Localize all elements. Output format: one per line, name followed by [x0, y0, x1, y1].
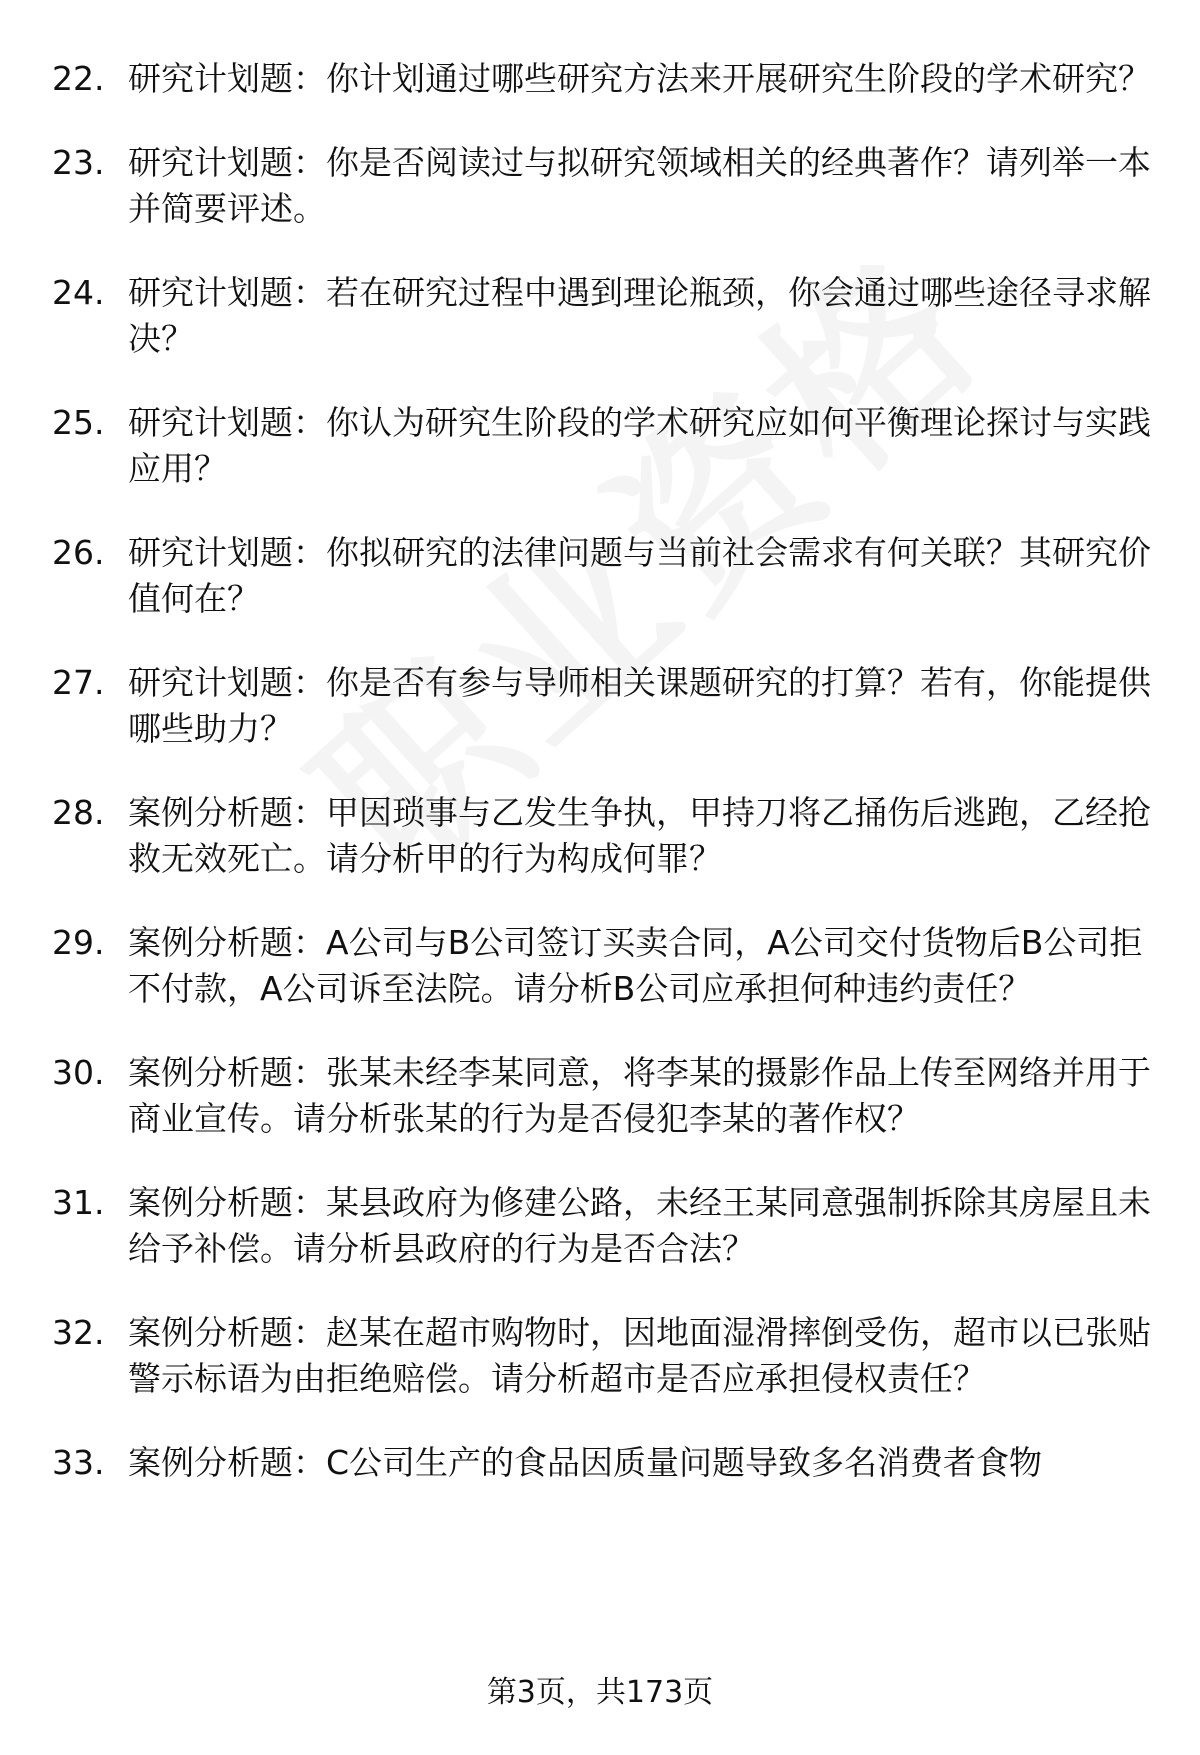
question-number: 28.: [52, 793, 105, 832]
list-item: [52, 56, 1162, 102]
question-number: 29.: [52, 923, 105, 962]
list-item: [52, 1310, 1162, 1402]
list-item: [52, 1440, 1162, 1486]
list-item: [52, 660, 1162, 752]
question-text: 研究计划题：若在研究过程中遇到理论瓶颈，你会通过哪些途径寻求解决？: [128, 273, 1151, 358]
question-text: 研究计划题：你计划通过哪些研究方法来开展研究生阶段的学术研究？: [128, 59, 1151, 98]
question-text: 案例分析题：某县政府为修建公路，未经王某同意强制拆除其房屋且未给予补偿。请分析县政府的行为是否合法？: [128, 1183, 1151, 1268]
question-number: 33.: [52, 1443, 105, 1482]
list-item: [52, 530, 1162, 622]
list-item: [52, 920, 1162, 1012]
question-number: 22.: [52, 59, 105, 98]
list-item: [52, 270, 1162, 362]
question-number: 26.: [52, 533, 105, 572]
question-number: 23.: [52, 143, 105, 182]
question-text: 案例分析题：A公司与B公司签订买卖合同，A公司交付货物后B公司拒不付款，A公司诉至法院。请分析B公司应承担何种违约责任？: [128, 923, 1143, 1008]
question-text: 研究计划题：你认为研究生阶段的学术研究应如何平衡理论探讨与实践应用？: [128, 403, 1151, 488]
question-text: 研究计划题：你是否有参与导师相关课题研究的打算？若有，你能提供哪些助力？: [128, 663, 1151, 748]
question-text: 案例分析题：张某未经李某同意，将李某的摄影作品上传至网络并用于商业宣传。请分析张某的行为是否侵犯李某的著作权？: [128, 1053, 1151, 1138]
question-text: 案例分析题：甲因琐事与乙发生争执，甲持刀将乙捅伤后逃跑，乙经抢救无效死亡。请分析甲的行为构成何罪？: [128, 793, 1151, 878]
question-list: [52, 56, 1162, 1524]
question-number: 30.: [52, 1053, 105, 1092]
question-text: 案例分析题：C公司生产的食品因质量问题导致多名消费者食物: [128, 1443, 1043, 1482]
question-text: 案例分析题：赵某在超市购物时，因地面湿滑摔倒受伤，超市以已张贴警示标语为由拒绝赔偿。请分析超市是否应承担侵权责任？: [128, 1313, 1151, 1398]
question-number: 25.: [52, 403, 105, 442]
question-number: 27.: [52, 663, 105, 702]
list-item: [52, 790, 1162, 882]
question-number: 24.: [52, 273, 105, 312]
question-number: 32.: [52, 1313, 105, 1352]
page-footer: 第3页，共173页: [486, 1675, 714, 1710]
list-item: [52, 400, 1162, 492]
question-text: 研究计划题：你拟研究的法律问题与当前社会需求有何关联？其研究价值何在？: [128, 533, 1151, 618]
list-item: [52, 1180, 1162, 1272]
question-number: 31.: [52, 1183, 105, 1222]
list-item: [52, 1050, 1162, 1142]
question-text: 研究计划题：你是否阅读过与拟研究领域相关的经典著作？请列举一本并简要评述。: [128, 143, 1151, 228]
list-item: [52, 140, 1162, 232]
